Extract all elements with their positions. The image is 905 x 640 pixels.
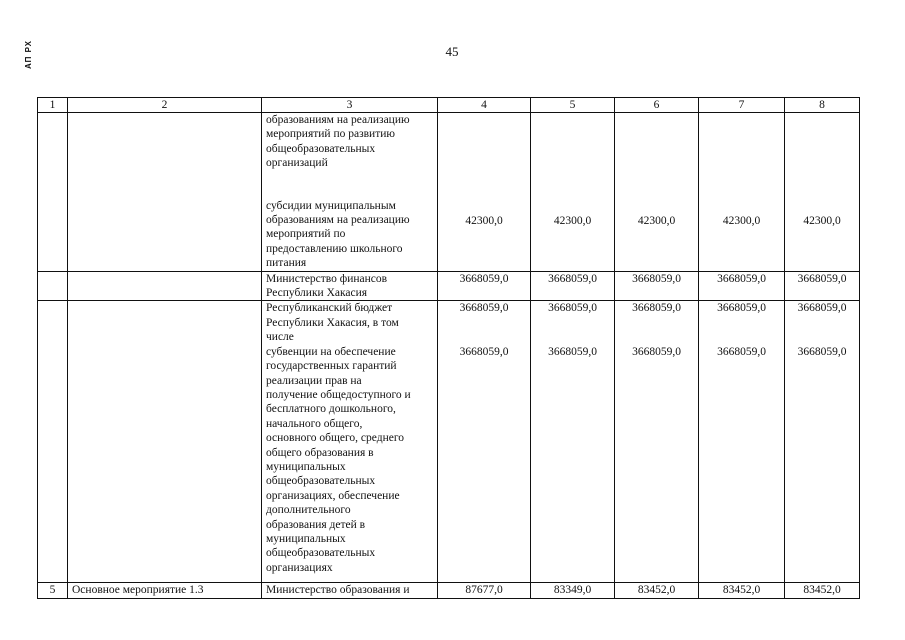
table-cell <box>699 113 785 272</box>
row-c-subvention-value: 3668059,0 <box>797 345 847 358</box>
table-cell <box>531 301 615 583</box>
row-a-value: 42300,0 <box>722 215 761 227</box>
row-a-value: 42300,0 <box>465 215 503 227</box>
table-cell <box>438 301 531 583</box>
table-cell <box>438 113 531 272</box>
header-cell: 1 <box>38 98 68 113</box>
row-c-budget-value: 3668059,0 <box>632 302 681 315</box>
row-b-value: 3668059,0 <box>797 272 847 285</box>
row-d-value: 87677,0 <box>438 583 531 598</box>
row-a-text-subsidy: субсидии муниципальным образованиям на реализацию мероприятий по предоставлению школьного питания <box>266 199 410 270</box>
table-cell <box>38 113 68 272</box>
row-d-value: 83452,0 <box>785 583 860 598</box>
row-a-gap <box>266 185 433 199</box>
row-c-budget-value: 3668059,0 <box>459 302 509 315</box>
row-b-value: 3668059,0 <box>717 272 766 285</box>
row-b-value: 3668059,0 <box>548 272 597 285</box>
row-a-value: 42300,0 <box>553 215 592 227</box>
budget-table <box>37 97 860 599</box>
row-b-value: 3668059,0 <box>632 272 681 285</box>
row-c-subvention-value: 3668059,0 <box>548 345 597 358</box>
page-number: 45 <box>445 44 459 59</box>
header-cell: 2 <box>68 98 262 113</box>
table-cell <box>699 271 785 301</box>
row-d-value: 83349,0 <box>531 583 615 598</box>
header-cell: 6 <box>615 98 699 113</box>
table-cell <box>68 113 262 272</box>
table-cell <box>615 113 699 272</box>
table-cell <box>531 113 615 272</box>
table-cell <box>615 301 699 583</box>
row-a-value: 42300,0 <box>803 215 841 227</box>
activity-name-cell: Основное мероприятие 1.3 <box>68 583 262 598</box>
row-d-value: 83452,0 <box>615 583 699 598</box>
table-cell <box>785 113 860 272</box>
table-cell <box>262 113 438 272</box>
header-cell: 5 <box>531 98 615 113</box>
row-c-budget-value: 3668059,0 <box>717 302 766 315</box>
table-cell <box>38 271 68 301</box>
table-cell <box>438 271 531 301</box>
row-c-subvention-value: 3668059,0 <box>632 345 681 358</box>
table-cell <box>38 301 68 583</box>
table-row <box>38 583 860 598</box>
header-cell: 4 <box>438 98 531 113</box>
table-cell <box>68 301 262 583</box>
table-cell <box>699 301 785 583</box>
row-c-budget-value: 3668059,0 <box>548 302 597 315</box>
header-cell: 7 <box>699 98 785 113</box>
row-b-text: Министерство финансов Республики Хакасия <box>266 272 388 300</box>
table-cell <box>785 301 860 583</box>
table-cell: Министерство образования и <box>262 583 438 598</box>
row-a-gap <box>266 171 433 185</box>
table-row <box>38 113 860 272</box>
table-cell <box>262 271 438 301</box>
header-cell: 3 <box>262 98 438 113</box>
table-cell <box>262 301 438 583</box>
row-d-value: 83452,0 <box>699 583 785 598</box>
table-cell <box>785 271 860 301</box>
table-cell <box>531 271 615 301</box>
row-a-value: 42300,0 <box>637 215 676 227</box>
table-cell <box>68 271 262 301</box>
row-c-subvention-value: 3668059,0 <box>717 345 766 358</box>
table-row <box>38 271 860 301</box>
side-stamp: АП РХ <box>24 40 33 70</box>
table-cell <box>615 271 699 301</box>
row-c-text-budget: Республиканский бюджет Республики Хакасия, в том числе <box>266 302 399 344</box>
table-row <box>38 301 860 583</box>
row-a-text-cont: образованиям на реализацию мероприятий по развитию общеобразовательных организаций <box>266 114 410 170</box>
row-b-value: 3668059,0 <box>459 272 509 285</box>
header-row <box>38 98 860 113</box>
row-c-text-subvention: субвенции на обеспечение государственных гарантий реализации прав на получение общедоступного и бесплатного дошкольного, начального общего, основного общего, среднего общего образования в муниципальных общеобразовательных организациях, обеспечение дополнительного образования детей в муниципальных общеобразовательных организациях <box>266 345 411 574</box>
row-number-cell: 5 <box>38 583 68 598</box>
header-cell: 8 <box>785 98 860 113</box>
row-c-budget-value: 3668059,0 <box>797 302 847 315</box>
row-c-subvention-value: 3668059,0 <box>459 345 509 358</box>
